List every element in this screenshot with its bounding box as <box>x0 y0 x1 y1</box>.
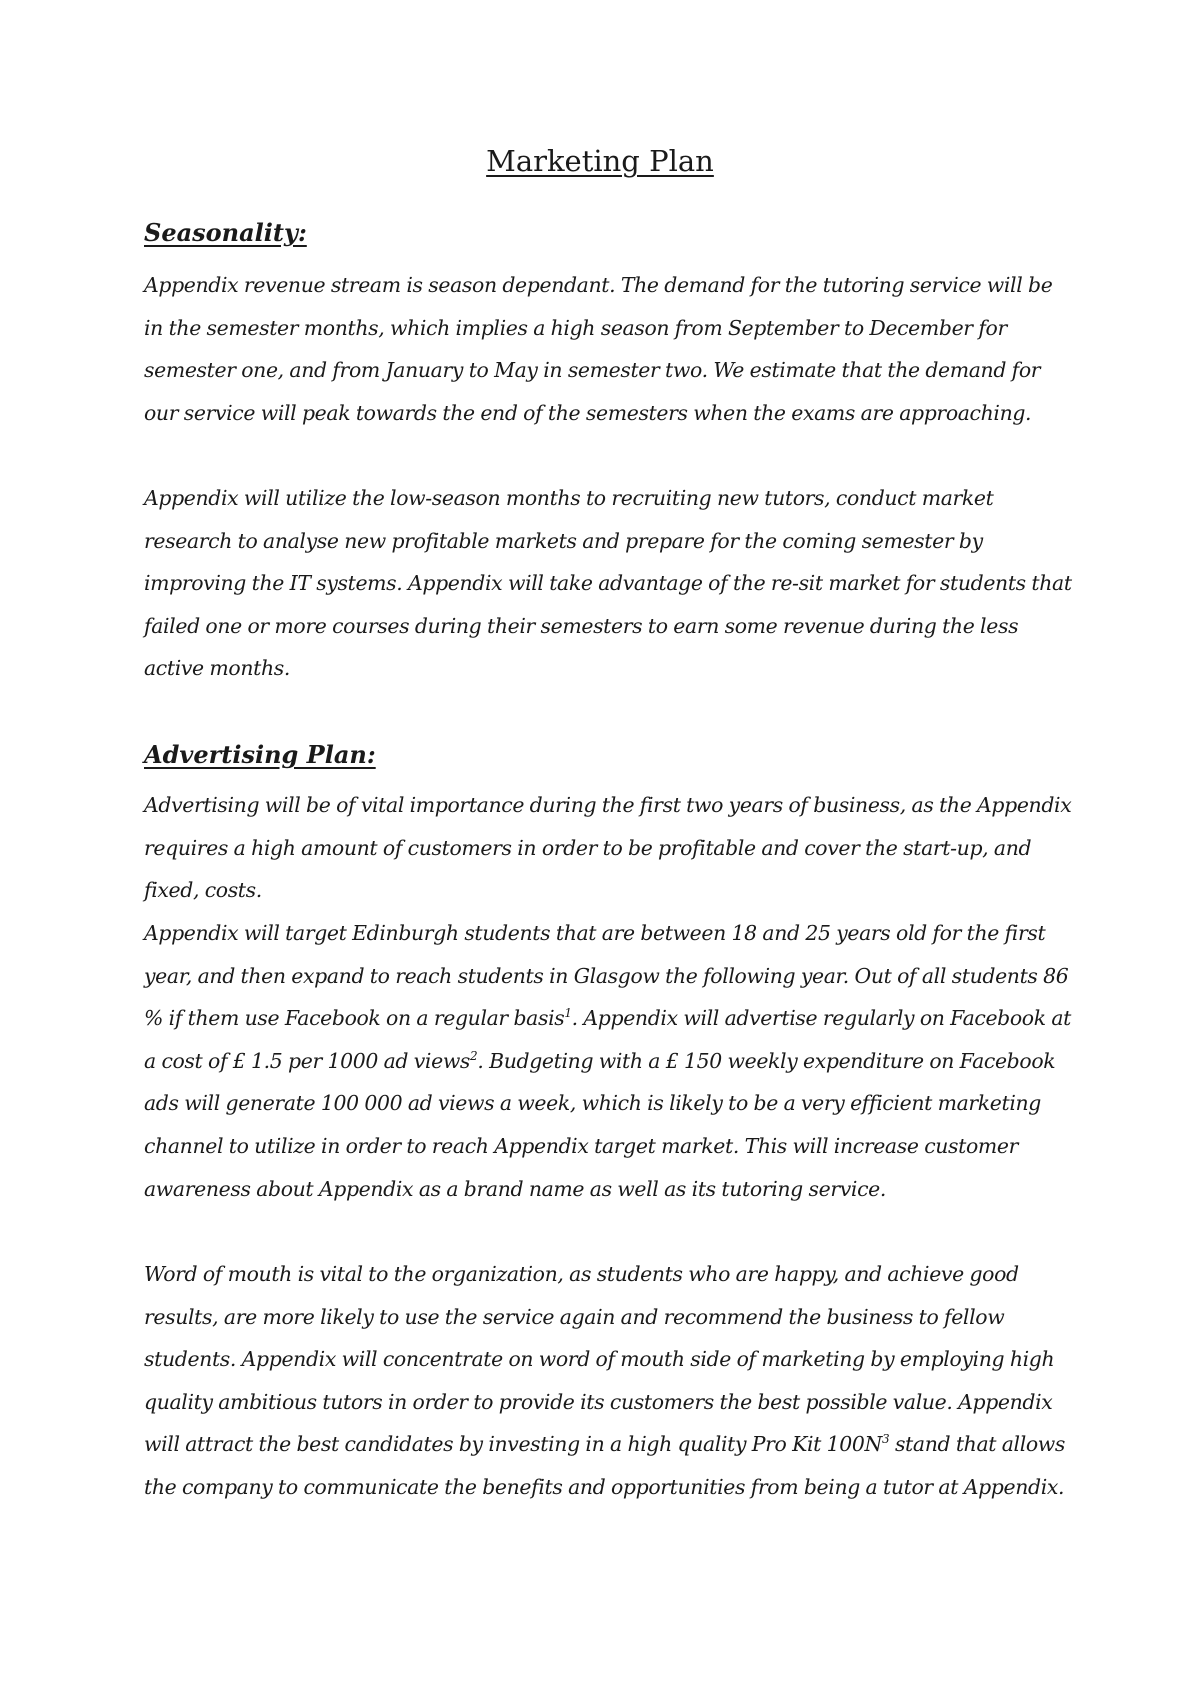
advertising-paragraph-3-part-1: Word of mouth is vital to the organization, as students who are happy, and achieve good results, are more likely to use the service again and recommend the business to fellow students. Appendix will concentrate on word of mouth side of marketing by employing high quality ambitious tutors in order to provide its customers the best possible value. Appendix will attract the best candidates by investing in a high quality Pro Kit 100N <box>144 1262 1055 1457</box>
footnote-ref-1: 1 <box>564 1006 572 1021</box>
advertising-paragraph-2-part-1: Appendix will target Edinburgh students that are between 18 and 25 years old for the first year, and then expand to reach students in Glasgow the following year. Out of all students 86 % if them use Facebook on a regular basis <box>144 921 1069 1031</box>
advertising-paragraph-3-part-2: stand that allows the company to communicate the benefits and opportunities from being a tutor at Appendix. <box>144 1432 1066 1499</box>
document-title: Marketing Plan <box>486 144 714 178</box>
advertising-paragraph-3 <box>144 1253 1072 1509</box>
section-heading-advertising-plan: Advertising Plan: <box>144 740 376 769</box>
footnote-ref-3: 3 <box>882 1432 890 1447</box>
section-heading-seasonality: Seasonality: <box>144 218 307 247</box>
advertising-paragraph-1: Advertising will be of vital importance during the first two years of business, as the Appendix requires a high amount of customers in order to be profitable and cover the start-up, and fixed, costs. <box>144 793 1072 903</box>
advertising-paragraph-2-part-3: . Budgeting with a £ 150 weekly expenditure on Facebook ads will generate 100 000 ad views a week, which is likely to be a very efficient marketing channel to utilize in order to reach Appendix target market. This will increase customer awareness about Appendix as a brand name as well as its tutoring service. <box>144 1048 1056 1201</box>
advertising-paragraph-2 <box>144 912 1072 1210</box>
seasonality-paragraph-1: Appendix revenue stream is season dependant. The demand for the tutoring service will be in the semester months, which implies a high season from September to December for semester one, and from January to May in semester two. We estimate that the demand for our service will peak towards the end of the semesters when the exams are approaching. <box>144 273 1053 425</box>
seasonality-paragraph-2: Appendix will utilize the low-season months to recruiting new tutors, conduct market research to analyse new profitable markets and prepare for the coming semester by improving the IT systems. Appendix will take advantage of the re-sit market for students that failed one or more courses during their semesters to earn some revenue during the less active months. <box>144 486 1072 681</box>
footnote-ref-2: 2 <box>470 1048 478 1063</box>
advertising-paragraph-2-part-2: . Appendix will advertise regularly on Facebook at a cost of £ 1.5 per 1000 ad views <box>144 1006 1072 1073</box>
